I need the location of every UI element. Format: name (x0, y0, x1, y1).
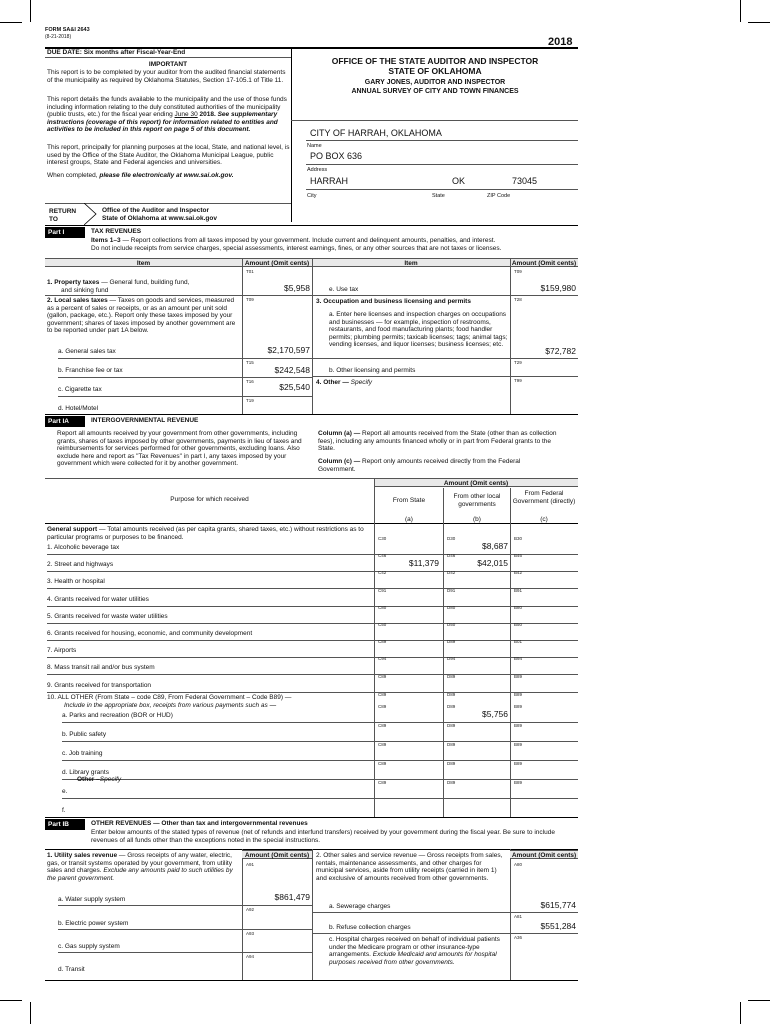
column-rule (510, 258, 511, 414)
general-sales-tax-label: a. General sales tax (58, 348, 116, 355)
rule (58, 358, 312, 359)
row-code: D94 (447, 656, 456, 662)
row-code: D89 (447, 723, 456, 728)
local-sales-taxes-label: 2. Local sales taxes — Taxes on goods and services, measured as a percent of sales or receipts, or as an amount per unit sold (gallon, package, etc.). Report only these taxes imposed by your government; shares of taxes imposed by another government are to be reported under part 1A below. (47, 297, 236, 334)
row-code: D30 (447, 536, 456, 541)
office-title: OFFICE OF THE STATE AUDITOR AND INSPECTOR STATE OF OKLAHOMA (331, 56, 539, 76)
amount-header: Amount (Omit cents) (242, 850, 312, 859)
row-code: D91 (447, 587, 456, 593)
row-code: D89 (447, 704, 456, 709)
cigarette-tax-label: c. Cigarette tax (58, 386, 102, 393)
important-paragraph-1: This report is to be completed by your auditor from the audited financial statements of the municipality as required by Oklahoma Statutes, Section 17-105.1 of Title 11. (47, 69, 286, 84)
row-code: B42 (514, 570, 523, 576)
important-paragraph-3: This report, principally for planning purposes at the local, State, and national level, is used by the Office of the State Auditor, the Oklahoma Municipal League, public interest groups, State and Federal agencies and universities. (47, 144, 290, 166)
rule (45, 295, 312, 296)
property-taxes-label: 1. Property taxes — General fund, building fund, and sinking fund (47, 279, 190, 294)
row-label: 6. Grants received for housing, economic, and community development (47, 630, 253, 637)
row-code: D89 (447, 673, 456, 679)
cigarette-tax-amount[interactable]: $25,540 (279, 382, 310, 392)
row-code: C46 (378, 553, 387, 559)
transit-label: d. Transit (58, 966, 85, 973)
column-c-header: From Federal Government (directly) (512, 490, 576, 505)
use-tax-amount[interactable]: $159,980 (540, 283, 576, 293)
rule (312, 912, 578, 913)
row-label: 4. Grants received for water utilities (47, 595, 149, 603)
row-code: B89 (514, 723, 523, 728)
code-a36: A36 (514, 935, 523, 940)
column-a-sub: (a) (405, 516, 413, 523)
row-amount-b[interactable]: $8,687 (482, 541, 508, 551)
due-date: DUE DATE: Six months after Fiscal-Year-End (47, 49, 186, 56)
part-ia-instructions-column-a: Column (a) — Report all amounts received from the State (other than as collection fees), including any amounts financed wholly or in part from Federal grants to the State. (318, 430, 557, 452)
occupation-licensing-description: a. Enter here licenses and inspection charges on occupations and businesses — for example, inspection of restrooms, restaurants, and food manufacturing plants; food handler permits; plumbing permits; taxicab licenses; tags; animal tags; vending licenses, and liquor licenses; business licenses; etc. (329, 311, 508, 348)
rule (62, 741, 578, 742)
property-taxes-amount[interactable]: $5,958 (284, 283, 310, 293)
amount-header: Amount (Omit cents) (511, 852, 577, 859)
row-amount-b[interactable]: $5,756 (482, 709, 508, 719)
name-label: Name (307, 143, 322, 149)
other-taxes-label: 4. Other — Specify (316, 379, 372, 386)
row-label: a. Parks and recreation (BOR or HUD) (62, 712, 173, 719)
row-label: e. (62, 788, 68, 795)
crop-mark (740, 0, 741, 22)
row-code: C50 (378, 622, 387, 627)
rule (47, 657, 578, 658)
rule (306, 140, 578, 141)
hospital-charges-label: c. Hospital charges received on behalf of individual patients under the Medicare program or other insurance-type arrangements. Exclude Medicaid and amounts for hospital purposes received from other governments. (329, 936, 500, 966)
row-code: C89 (378, 723, 387, 728)
column-rule (312, 258, 313, 414)
form-revision: (8-21-2018) (45, 34, 72, 40)
row-code: B46 (514, 553, 523, 559)
row-code: B50 (514, 622, 523, 627)
code-a92: A92 (246, 907, 255, 912)
part-i-tag: Part I (45, 227, 85, 238)
form-year: 2018 (548, 36, 573, 48)
row-code: C89 (378, 780, 387, 785)
code-a91: A91 (246, 862, 255, 867)
all-other-label: 10. ALL OTHER (From State – code C89, From Federal Government – Code B89) — Include in the appropriate box, receipts from various payments such as — (47, 694, 292, 709)
part-ib-tag: Part IB (45, 819, 85, 830)
column-rule (443, 488, 444, 817)
important-paragraph-4: When completed, please file electronically at www.sai.ok.gov. (47, 172, 234, 179)
part-ia-title: INTERGOVERNMENTAL REVENUE (91, 417, 199, 424)
row-code: D46 (447, 553, 456, 559)
part-ia-instructions-left: Report all amounts received by your government from other governments, including grants, shares of taxes imposed by other governments, payments in lieu of taxes and reimbursements for services performed for other governments, excluding loans. Also exclude here and report as "Tax Revenues" in part I, any taxes imposed by your government which were collected for it by another government. (57, 430, 302, 467)
part-ia-tag: Part IA (45, 416, 85, 427)
code-a80: A80 (514, 862, 523, 867)
rule (58, 396, 312, 397)
rule (312, 933, 578, 934)
franchise-tax-amount[interactable]: $242,548 (274, 365, 310, 375)
rule (45, 478, 374, 479)
code-t01: T01 (246, 269, 254, 274)
row-code: B89 (514, 780, 523, 785)
other-specify-label: Other –Specify (77, 776, 122, 783)
electric-power-label: b. Electric power system (58, 920, 129, 927)
row-label: 3. Health or hospital (47, 578, 105, 586)
sewerage-charges-amount[interactable]: $615,774 (540, 900, 576, 910)
important-paragraph-2: This report details the funds available to the municipality and the use of those funds including information relating to the duly constituted authorities of the municipality (public trusts, etc.) for the fiscal year ending June 30 2018. See supplementary instructions (coverage of this report) for information related to entities and activities to be included in this report on page 5 of this document. (47, 96, 287, 133)
franchise-tax-label: b. Franchise fee or tax (58, 367, 123, 374)
row-label: f. (62, 807, 66, 814)
row-code: C94 (378, 656, 387, 662)
code-t99: T99 (514, 378, 522, 383)
rule (47, 674, 578, 675)
important-title: IMPORTANT (148, 61, 188, 68)
row-code: D89 (447, 742, 456, 747)
other-licensing-label: b. Other licensing and permits (329, 367, 416, 374)
row-code: B80 (514, 604, 523, 610)
rule (45, 203, 291, 204)
rule (45, 57, 291, 58)
row-label: 5. Grants received for waste water utilities (47, 612, 168, 620)
utility-sales-label: 1. Utility sales revenue — Gross receipts of any water, electric, gas, or transit systems operated by your government, from utility sales and charges. Exclude any amounts paid to such utilities by the parent government. (47, 852, 233, 882)
row-code: C30 (378, 536, 387, 541)
row-label: 2. Street and highways (47, 561, 114, 569)
rule (45, 523, 578, 524)
rule (45, 817, 578, 818)
rule (45, 225, 578, 226)
city-label: City (307, 193, 317, 199)
rule (312, 358, 578, 359)
column-rule (510, 488, 511, 817)
column-header-item: Item (312, 258, 510, 267)
rule (312, 376, 578, 377)
row-code: D89 (447, 761, 456, 766)
rule (306, 189, 578, 190)
fiscal-year-end-field[interactable]: June 30 (174, 111, 198, 118)
use-tax-label: e. Use tax (329, 286, 359, 293)
code-c89: C89 (378, 692, 387, 697)
row-label: 8. Mass transit rail and/or bus system (47, 664, 155, 672)
part-i-title: TAX REVENUES (91, 228, 142, 235)
row-label: c. Job training (62, 750, 103, 757)
column-header-amount: Amount (Omit cents) (511, 260, 577, 267)
return-address: Office of the Auditor and Inspector State of Oklahoma at www.sai.ok.gov (102, 207, 217, 222)
part-ia-instructions-column-c: Column (c) — Report only amounts received directly from the Federal Government. (318, 458, 521, 473)
rule (47, 588, 578, 589)
row-code: C89 (378, 639, 387, 645)
part-ib-title: OTHER REVENUES — Other than tax and intergovernmental revenues (91, 820, 308, 827)
crop-mark (30, 1002, 31, 1024)
other-sales-service-label: 2. Other sales and service revenue — Gross receipts from sales, rentals, maintenance assessments, and other charges for municipal services, aside from utility receipts (carried in item 1) and exclusive of amounts received from other governments. (316, 852, 503, 882)
row-code: B30 (514, 536, 523, 541)
occupation-licensing-label: 3. Occupation and business licensing and permits (316, 298, 471, 305)
rule (62, 798, 578, 799)
amount-header: Amount (Omit cents) (374, 478, 578, 487)
crop-mark (30, 0, 31, 22)
rule (58, 905, 312, 906)
column-rule (242, 258, 243, 414)
row-code: B89 (514, 704, 523, 709)
code-d89: D89 (447, 692, 456, 697)
row-code: B89 (514, 742, 523, 747)
row-code: C80 (378, 604, 387, 610)
return-arrow-icon (84, 203, 98, 225)
rule (306, 164, 578, 165)
row-label: 7. Airports (47, 647, 77, 655)
refuse-collection-amount[interactable]: $551,284 (540, 921, 576, 931)
column-rule (510, 849, 511, 980)
code-t09: T09 (514, 269, 522, 274)
row-code: C42 (378, 570, 387, 576)
rule (62, 760, 578, 761)
crop-mark (748, 22, 770, 23)
general-support-label: General support — Total amounts received (as per capita grants, shared taxes, etc.) without restrictions as to particular programs or purposes to be financed. (47, 526, 364, 541)
rule (45, 414, 578, 415)
rule (62, 779, 578, 780)
column-header-item: Item (45, 258, 242, 267)
row-code: D80 (447, 604, 456, 610)
crop-mark (0, 1000, 22, 1001)
rule (47, 571, 578, 572)
rule (47, 623, 578, 624)
office-subtitle: GARY JONES, AUDITOR AND INSPECTOR ANNUAL SURVEY OF CITY AND TOWN FINANCES (351, 79, 519, 95)
part-i-instructions: Items 1–3 — Report collections from all taxes imposed by your government. Include current and delinquent amounts, penalties, and interest. Do not include receipts from service charges, special assessments, interest earnings, fines, or any other sources that are not taxes or licenses. (91, 237, 502, 252)
state-field[interactable]: OK (452, 176, 466, 186)
state-label: State (432, 193, 445, 199)
row-code: B89 (514, 761, 523, 766)
row-code: C89 (378, 673, 387, 679)
column-a-header: From State (392, 497, 426, 504)
row-amount-a[interactable]: $11,379 (408, 558, 439, 569)
crop-mark (740, 1002, 741, 1024)
rule (58, 952, 312, 953)
row-code: B01 (514, 639, 523, 645)
rule (47, 606, 578, 607)
city-field[interactable]: HARRAH (310, 176, 349, 186)
occupation-licensing-amount[interactable]: $72,782 (545, 346, 576, 356)
column-header-amount: Amount (Omit cents) (242, 258, 312, 267)
column-rule (242, 849, 243, 980)
address-label: Address (307, 167, 328, 173)
rule (62, 722, 578, 723)
rule (47, 554, 578, 555)
bottom-rule (45, 980, 578, 981)
column-b-header: From other local governments (453, 493, 501, 508)
column-rule (312, 849, 313, 980)
rule (47, 640, 578, 641)
return-to-label: RETURN TO (49, 208, 77, 223)
water-supply-label: a. Water supply system (58, 896, 126, 903)
hotel-motel-tax-label: d. Hotel/Motel (58, 405, 99, 412)
rule (58, 377, 312, 378)
row-label: b. Public safety (62, 731, 107, 738)
row-code: B94 (514, 656, 523, 662)
part-ib-instructions: Enter below amounts of the stated types of revenue (net of refunds and interfund transfers) received by your government during the fiscal year. Be sure to include revenues of all funds other than the exceptions noted in the special instructions. (91, 829, 555, 844)
code-a93: A93 (246, 931, 255, 936)
row-code: D89 (447, 639, 456, 645)
code-t29: T29 (514, 360, 522, 365)
column-rule (374, 478, 375, 817)
code-b89: B89 (514, 692, 523, 697)
row-label: d. Library grants (62, 769, 109, 776)
row-code: B91 (514, 587, 523, 593)
row-code: C89 (378, 704, 387, 709)
address-field[interactable]: PO BOX 636 (310, 151, 363, 161)
crop-mark (0, 22, 22, 23)
row-code: C89 (378, 761, 387, 766)
water-supply-amount[interactable]: $861,479 (274, 892, 310, 902)
row-amount-b[interactable]: $42,015 (477, 558, 508, 569)
row-code: D42 (447, 570, 456, 576)
row-label: 1. Alcoholic beverage tax (47, 544, 120, 551)
column-b-sub: (b) (473, 516, 481, 523)
refuse-collection-label: b. Refuse collection charges (329, 924, 411, 931)
row-code: D50 (447, 622, 456, 627)
crop-mark (748, 1000, 770, 1001)
sewerage-charges-label: a. Sewerage charges (329, 903, 391, 910)
municipality-name[interactable]: CITY OF HARRAH, OKLAHOMA (310, 128, 442, 138)
code-a81: A81 (514, 914, 523, 919)
purpose-header: Purpose for which received (170, 496, 249, 503)
column-c-sub: (c) (540, 516, 548, 523)
row-code: C89 (378, 742, 387, 747)
gas-supply-label: c. Gas supply system (58, 943, 120, 950)
code-t16: T16 (246, 379, 254, 384)
rule (312, 295, 578, 296)
row-code: C91 (378, 587, 387, 593)
rule (291, 120, 578, 121)
code-t28: T28 (514, 297, 522, 302)
row-code: D89 (447, 780, 456, 785)
row-code: B89 (514, 673, 523, 679)
code-t15: T15 (246, 360, 254, 365)
zip-field[interactable]: 73045 (512, 176, 538, 186)
code-t19: T19 (246, 398, 254, 403)
general-sales-tax-amount[interactable]: $2,170,597 (267, 345, 310, 355)
row-label: 9. Grants received for transportation (47, 681, 152, 689)
code-t09: T09 (246, 297, 254, 302)
rule (47, 692, 578, 693)
zip-label: ZIP Code (487, 193, 511, 199)
form-number: FORM SA&I 2643 (45, 27, 90, 33)
code-a94: A94 (246, 954, 255, 959)
rule (58, 929, 312, 930)
